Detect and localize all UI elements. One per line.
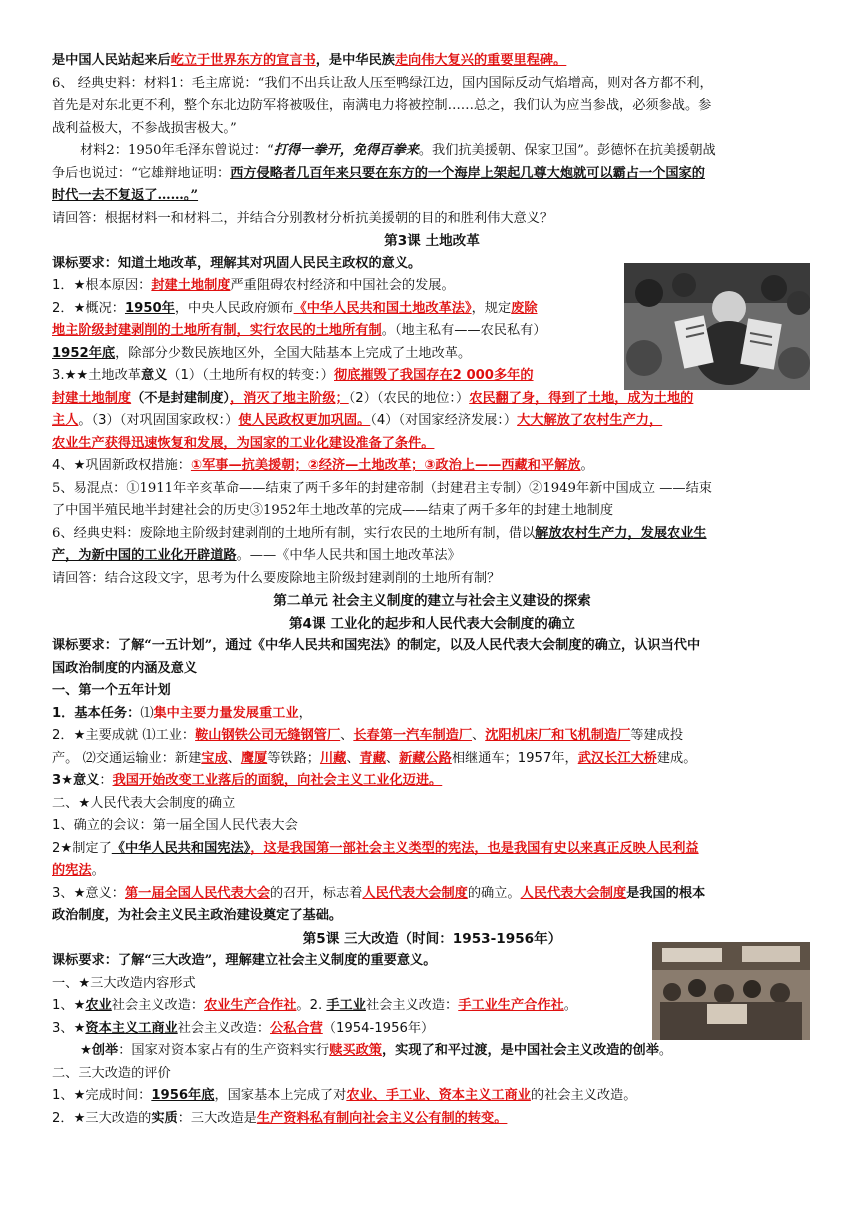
source-line: 首先是对东北更不利，整个东北边防军将被吸住，南满电力将被控制……总之，我们认为应当参战，必须参战。参 [52,98,712,113]
point-line: 政治制度，为社会主义民主政治建设奠定了基础。 [52,908,343,923]
point-line: ★创举：国家对资本家占有的生产资料实行赎买政策，实现了和平过渡，是中国社会主义改造的创举。 [80,1043,673,1058]
point-line: 3、★资本主义工商业社会主义改造：公私合营（1954-1956年） [52,1020,435,1036]
curriculum-requirement: 课标要求：了解“一五计划”，通过《中华人民共和国宪法》的制定，以及人民代表大会制度的确立，认识当代中 [52,638,701,653]
source-line: 材料2：1950年毛泽东曾说过：“打得一拳开，免得百拳来。我们抗美援朝、保家卫国”。彭德怀在抗美援朝战 [80,143,716,158]
lesson-5-title: 第5课 三大改造（时间：1953-1956年） [302,930,562,947]
curriculum-requirement: 课标要求：知道土地改革，理解其对巩固人民民主政权的意义。 [52,255,422,271]
section-heading: 一、第一个五年计划 [52,683,171,698]
lesson-3-title: 第3课 土地改革 [384,233,480,249]
unit-2-title: 第二单元 社会主义制度的建立与社会主义建设的探索 [273,593,591,609]
source-line: 争后也说过：“它雄辩地证明：西方侵略者几百年来只要在东方的一个海岸上架起几尊大炮就可以霸占一个国家的 [52,165,705,181]
socialist-transformation-photo [652,942,810,1040]
point-line: 了中国半殖民地半封建社会的历史③1952年土地改革的完成——结束了两千多年的封建土地制度 [52,503,614,518]
section-heading: 二、★人民代表大会制度的确立 [52,795,236,811]
point-line: 1．★根本原因：封建土地制度严重阻碍农村经济和中国社会的发展。 [52,278,455,293]
point-line: 1952年底，除部分少数民族地区外，全国大陆基本上完成了土地改革。 [52,345,472,361]
question-line: 请回答：根据材料一和材料二，并结合分别教材分析抗美援朝的目的和胜利伟大意义？ [52,210,554,226]
section-heading: 二、三大改造的评价 [52,1065,171,1081]
point-line: 2★制定了《中华人民共和国宪法》，这是我国第一部社会主义类型的宪法，也是我国有史以来真正反映人民利益 [52,840,699,856]
point-line: 3★意义：我国开始改变工业落后的面貌，向社会主义工业化迈进。 [52,773,443,788]
point-line: 2．★概况：1950年，中央人民政府颁布《中华人民共和国土地改革法》，规定废除 [52,300,538,316]
point-line: 1、★农业社会主义改造：农业生产合作社。2. 手工业社会主义改造：手工业生产合作社。 [52,998,577,1013]
section-heading: 一、★三大改造内容形式 [52,975,196,991]
point-line: 2．★三大改造的实质：三大改造是生产资料私有制向社会主义公有制的转变。 [52,1110,508,1126]
source-line: 6、经典史料：废除地主阶级封建剥削的土地所有制，实行农民的土地所有制，借以解放农村生产力，发展农业生 [52,525,707,541]
point-line: 3.★★土地改革意义（1）（土地所有权的转变：）彻底摧毁了我国存在2 000多年的 [52,368,534,383]
point-line: 的宪法。 [52,863,105,878]
point-line: 1．基本任务：⑴集中主要力量发展重工业， [52,705,312,721]
source-line: 6、 经典史料：材料1：毛主席说：“我们不出兵让敌人压至鸭绿江边，国内国际反动气焰增高，则对各方都不利， [52,75,713,91]
point-line: 地主阶级封建剥削的土地所有制，实行农民的土地所有制。（地主私有——农民私有） [52,323,547,338]
intro-line: 是中国人民站起来后屹立于世界东方的宣言书，是中华民族走向伟大复兴的重要里程碑。 [52,53,567,68]
point-line: 主人。（3）（对巩固国家政权：）使人民政权更加巩固。（4）（对国家经济发展：）大大解放了农村生产力， [52,413,663,428]
source-line: 战利益极大，不参战损害极大。” [52,120,237,136]
source-line: 时代一去不复返了……。” [52,188,199,203]
point-line: 农业生产获得迅速恢复和发展，为国家的工业化建设准备了条件。 [52,435,435,451]
point-line: 2．★主要成就 ⑴工业：鞍山钢铁公司无缝钢管厂、长春第一汽车制造厂、沈阳机床厂和飞机制造厂等建成投 [52,728,684,743]
source-line: 产，为新中国的工业化开辟道路。——《中华人民共和国土地改革法》 [52,548,461,563]
point-line: 1、确立的会议：第一届全国人民代表大会 [52,818,298,833]
curriculum-requirement: 国政治制度的内涵及意义 [52,660,198,676]
lesson-4-title: 第4课 工业化的起步和人民代表大会制度的确立 [288,615,576,632]
question-line: 请回答：结合这段文字，思考为什么要废除地主阶级封建剥削的土地所有制？ [52,570,501,586]
point-line: 封建土地制度（不是封建制度），消灭了地主阶级；（2）（农民的地位：）农民翻了身，得到了土地，成为土地的 [52,390,694,406]
point-line: 3、★意义：第一届全国人民代表大会的召开，标志着人民代表大会制度的确立。人民代表大会制度是我国的根本 [52,885,706,901]
land-reform-photo [624,263,810,390]
point-line: 5、易混点：①1911年辛亥革命——结束了两千多年的封建帝制（封建君主专制）②1949年新中国成立 ——结束 [52,480,712,496]
curriculum-requirement: 课标要求：了解“三大改造”，理解建立社会主义制度的重要意义。 [52,953,437,968]
point-line: 4、★巩固新政权措施：①军事—抗美援朝；②经济—土地改革；③政治上——西藏和平解放。 [52,458,594,473]
point-line: 1、★完成时间：1956年底，国家基本上完成了对农业、手工业、资本主义工商业的社会主义改造。 [52,1088,637,1103]
point-line: 产。 ⑵交通运输业：新建宝成、鹰厦等铁路；川藏、青藏、新藏公路相继通车；1957年，武汉长江大桥建成。 [52,750,697,766]
